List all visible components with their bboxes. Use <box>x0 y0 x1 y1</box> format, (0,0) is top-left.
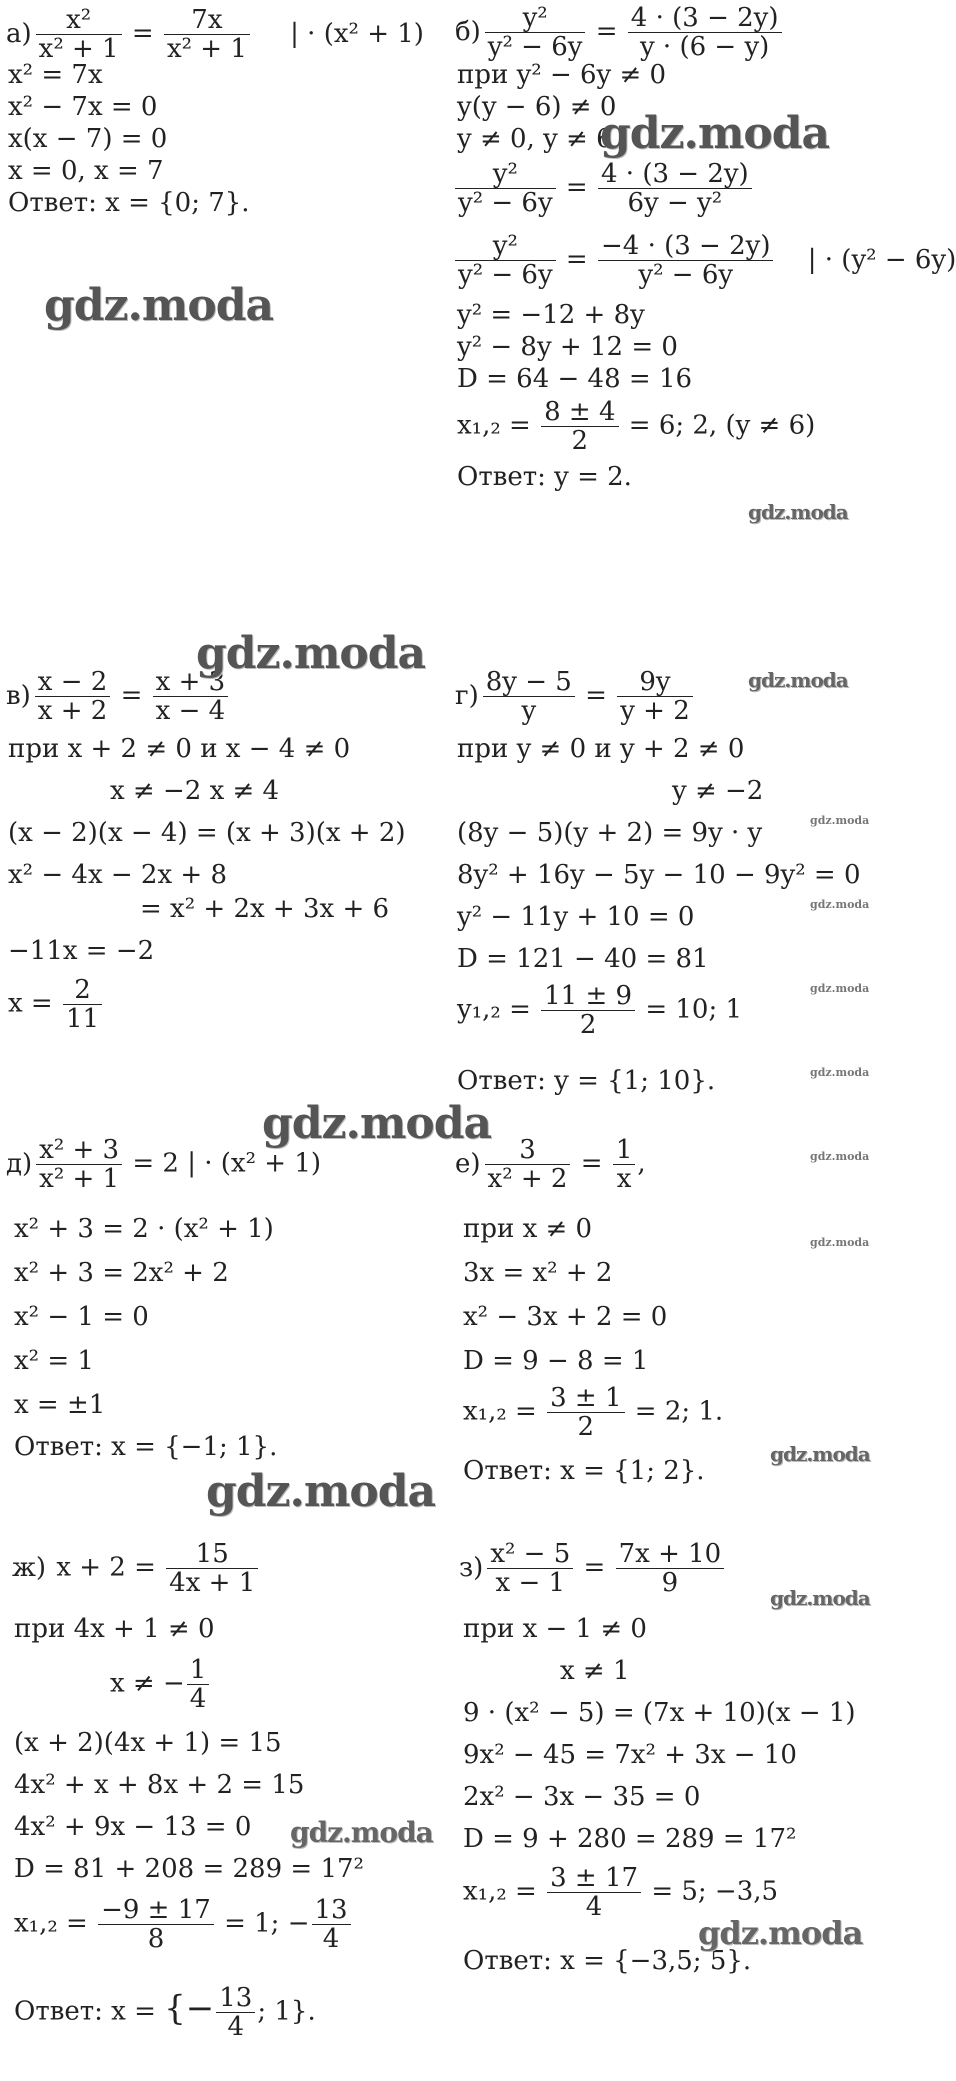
watermark: gdz.moda <box>262 1098 492 1149</box>
watermark: gdz.moda <box>770 1586 870 1610</box>
fraction: $\frac{\text{y²}}{\text{y² − 6y}}$ <box>455 160 556 217</box>
v-line-1: при x + 2 ≠ 0 и x − 4 ≠ 0 <box>8 734 351 764</box>
label-e: е) <box>455 1148 481 1179</box>
fraction: $\frac{9y}{y + 2}$ <box>617 668 693 725</box>
d-line-1: x² + 3 = 2 · (x² + 1) <box>14 1214 274 1244</box>
fraction: $\frac{3}{\text{x² + 2}}$ <box>485 1136 571 1193</box>
watermark: gdz.moda <box>748 500 848 524</box>
z-line-2: x ≠ 1 <box>560 1656 630 1686</box>
b-answer: Ответ: y = 2. <box>457 462 632 492</box>
fraction: $\frac{\text{y²}}{\text{y² − 6y}}$ <box>485 4 586 61</box>
watermark: gdz.moda <box>810 814 870 827</box>
watermark: gdz.moda <box>810 898 870 911</box>
watermark: gdz.moda <box>748 668 848 692</box>
g-line-5: y² − 11y + 10 = 0 <box>457 902 695 932</box>
zh-roots: x₁,₂ = $\frac{-9 \pm 17}{8}$ = 1; − $\frac{13}{4}$ <box>14 1896 353 1953</box>
watermark: gdz.moda <box>810 1236 870 1249</box>
watermark: gdz.moda <box>810 1150 870 1163</box>
a-answer: Ответ: x = {0; 7}. <box>8 188 250 218</box>
fraction: $\frac{7x}{\text{x² + 1}}$ <box>164 6 250 63</box>
d-answer: Ответ: x = {−1; 1}. <box>14 1432 278 1462</box>
problem-zh-equation: ж) x + 2 = $\frac{15}{4x + 1}$ <box>12 1540 260 1597</box>
fraction: $\frac{-4 \cdot (3 - 2y)}{\text{y² − 6y}}$ <box>598 232 774 289</box>
b-line-5: y² − 8y + 12 = 0 <box>457 332 678 362</box>
d-line-4: x² = 1 <box>14 1346 94 1376</box>
zh-line-2: (x + 2)(4x + 1) = 15 <box>14 1728 282 1758</box>
watermark: gdz.moda <box>770 1442 870 1466</box>
g-answer: Ответ: y = {1; 10}. <box>457 1066 716 1096</box>
a-line-2: x² − 7x = 0 <box>8 92 158 122</box>
zh-result: x ≠ − $\frac{1}{4}$ <box>110 1656 211 1713</box>
b-fraction-line-3: $\frac{\text{y²}}{\text{y² − 6y}}$ = $\frac{-4 \cdot (3 - 2y)}{\text{y² − 6y}}$ | · (y² − 6y) <box>453 232 956 289</box>
watermark: gdz.moda <box>600 108 830 159</box>
multiplier: | · (y² − 6y) <box>807 244 956 275</box>
g-line-2: y ≠ −2 <box>672 776 764 806</box>
b-fraction-line-2: $\frac{\text{y²}}{\text{y² − 6y}}$ = $\frac{4 \cdot (3 - 2y)}{\text{6y − y²}}$ <box>453 160 754 217</box>
v-line-2: x ≠ −2 x ≠ 4 <box>110 776 280 806</box>
fraction: $\frac{1}{4}$ <box>187 1656 210 1713</box>
fraction: $\frac{1}{x}$ <box>613 1136 636 1193</box>
label-zh: ж) <box>12 1552 47 1583</box>
b-line-6: D = 64 − 48 = 16 <box>457 364 693 394</box>
z-line-1: при x − 1 ≠ 0 <box>463 1614 647 1644</box>
e-line-4: D = 9 − 8 = 1 <box>463 1346 649 1376</box>
label-g: г) <box>455 680 479 711</box>
b-line-1: при y² − 6y ≠ 0 <box>457 60 667 90</box>
v-line-3: (x − 2)(x − 4) = (x + 3)(x + 2) <box>8 818 406 848</box>
label-z: з) <box>459 1552 484 1583</box>
fraction: $\frac{x + 3}{x - 4}$ <box>153 668 229 725</box>
fraction: $\frac{-9 \pm 17}{8}$ <box>98 1896 214 1953</box>
v-line-5: = x² + 2x + 3x + 6 <box>140 894 390 924</box>
fraction: $\frac{\text{x² − 5}}{x - 1}$ <box>487 1540 573 1597</box>
multiplier: | · (x² + 1) <box>290 18 424 49</box>
v-line-4: x² − 4x − 2x + 8 <box>8 860 227 890</box>
watermark: gdz.moda <box>196 628 426 679</box>
fraction: $\frac{\text{x² + 3}}{\text{x² + 1}}$ <box>36 1136 122 1193</box>
fraction: $\frac{15}{4x + 1}$ <box>166 1540 258 1597</box>
problem-e-equation: е) $\frac{3}{\text{x² + 2}}$ = $\frac{1}{x}$ , <box>455 1135 646 1194</box>
zh-line-3: 4x² + x + 8x + 2 = 15 <box>14 1770 305 1800</box>
watermark: gdz.moda <box>290 1816 433 1849</box>
label-b: б) <box>455 16 481 47</box>
v-result: x = $\frac{2}{11}$ <box>8 976 104 1033</box>
g-line-1: при y ≠ 0 и y + 2 ≠ 0 <box>457 734 745 764</box>
e-line-2: 3x = x² + 2 <box>463 1258 613 1288</box>
watermark: gdz.moda <box>206 1466 436 1517</box>
problem-b-equation: б) $\frac{\text{y²}}{\text{y² − 6y}}$ = $\frac{4 \cdot (3 - 2y)}{y \cdot (6 - y)}$ <box>455 4 784 61</box>
e-answer: Ответ: x = {1; 2}. <box>463 1456 705 1486</box>
problem-z-equation: з) $\frac{\text{x² − 5}}{x - 1}$ = $\frac{7x + 10}{9}$ <box>459 1540 726 1597</box>
zh-line-5: D = 81 + 208 = 289 = 17² <box>14 1854 364 1884</box>
a-line-4: x = 0, x = 7 <box>8 156 164 186</box>
g-roots: y₁,₂ = $\frac{11 \pm 9}{2}$ = 10; 1 <box>457 981 743 1040</box>
b-line-2: y(y − 6) ≠ 0 <box>457 92 617 122</box>
z-line-6: D = 9 + 280 = 289 = 17² <box>463 1824 797 1854</box>
label-d: д) <box>6 1148 33 1179</box>
b-line-4: y² = −12 + 8y <box>457 300 645 330</box>
b-roots: x₁,₂ = $\frac{8 \pm 4}{2}$ = 6; 2, (y ≠ 6) <box>457 397 816 456</box>
fraction: $\frac{7x + 10}{9}$ <box>616 1540 725 1597</box>
z-line-4: 9x² − 45 = 7x² + 3x − 10 <box>463 1740 797 1770</box>
v-line-6: −11x = −2 <box>8 936 155 966</box>
problem-g-equation: г) $\frac{8y - 5}{y}$ = $\frac{9y}{y + 2}$ <box>455 668 695 725</box>
fraction: $\frac{11 \pm 9}{2}$ <box>541 982 635 1039</box>
fraction: $\frac{8y - 5}{y}$ <box>483 668 575 725</box>
e-line-3: x² − 3x + 2 = 0 <box>463 1302 668 1332</box>
fraction: $\frac{2}{11}$ <box>63 976 102 1033</box>
fraction: $\frac{13}{4}$ <box>216 1984 255 2041</box>
fraction: $\frac{8 \pm 4}{2}$ <box>541 398 618 455</box>
zh-line-4: 4x² + 9x − 13 = 0 <box>14 1812 252 1842</box>
z-line-3: 9 · (x² − 5) = (7x + 10)(x − 1) <box>463 1698 856 1728</box>
e-roots: x₁,₂ = $\frac{3 \pm 1}{2}$ = 2; 1. <box>463 1383 724 1442</box>
problem-d-equation: д) $\frac{\text{x² + 3}}{\text{x² + 1}}$ = 2 | · (x² + 1) <box>6 1135 322 1194</box>
problem-a-equation: а) $\frac{\text{x²}}{\text{x² + 1}}$ = $\frac{7x}{\text{x² + 1}}$ | · (x² + 1) <box>6 5 424 64</box>
fraction: $\frac{\text{x²}}{\text{x² + 1}}$ <box>36 6 122 63</box>
d-line-2: x² + 3 = 2x² + 2 <box>14 1258 229 1288</box>
z-roots: x₁,₂ = $\frac{3 \pm 17}{4}$ = 5; −3,5 <box>463 1863 779 1922</box>
fraction: $\frac{3 \pm 17}{4}$ <box>547 1864 641 1921</box>
fraction: $\frac{\text{y²}}{\text{y² − 6y}}$ <box>455 232 556 289</box>
g-line-3: (8y − 5)(y + 2) = 9y · y <box>457 818 763 848</box>
d-line-3: x² − 1 = 0 <box>14 1302 149 1332</box>
e-line-1: при x ≠ 0 <box>463 1214 593 1244</box>
g-line-4: 8y² + 16y − 5y − 10 − 9y² = 0 <box>457 860 861 890</box>
zh-answer: Ответ: x = {− $\frac{13}{4}$ ; 1}. <box>14 1983 316 2042</box>
d-line-5: x = ±1 <box>14 1390 106 1420</box>
fraction: $\frac{13}{4}$ <box>312 1896 351 1953</box>
fraction: $\frac{3 \pm 1}{2}$ <box>547 1384 624 1441</box>
fraction: $\frac{4 \cdot (3 - 2y)}{\text{6y − y²}}$ <box>598 160 752 217</box>
watermark: gdz.moda <box>810 982 870 995</box>
a-line-1: x² = 7x <box>8 60 103 90</box>
fraction: $\frac{4 \cdot (3 - 2y)}{y \cdot (6 - y)}$ <box>628 4 782 61</box>
watermark: gdz.moda <box>810 1066 870 1079</box>
label-a: а) <box>6 18 32 49</box>
z-line-5: 2x² − 3x − 35 = 0 <box>463 1782 701 1812</box>
a-line-3: x(x − 7) = 0 <box>8 124 168 154</box>
fraction: $\frac{x - 2}{x + 2}$ <box>35 668 111 725</box>
watermark: gdz.moda <box>698 1914 863 1952</box>
z-answer: Ответ: x = {−3,5; 5}. <box>463 1946 752 1976</box>
b-line-3: y ≠ 0, y ≠ 6 <box>457 124 613 154</box>
zh-line-1: при 4x + 1 ≠ 0 <box>14 1614 215 1644</box>
watermark: gdz.moda <box>44 280 274 331</box>
problem-v-equation: в) $\frac{x - 2}{x + 2}$ = $\frac{x + 3}{x - 4}$ <box>6 668 230 725</box>
label-v: в) <box>6 680 31 711</box>
g-line-6: D = 121 − 40 = 81 <box>457 944 709 974</box>
